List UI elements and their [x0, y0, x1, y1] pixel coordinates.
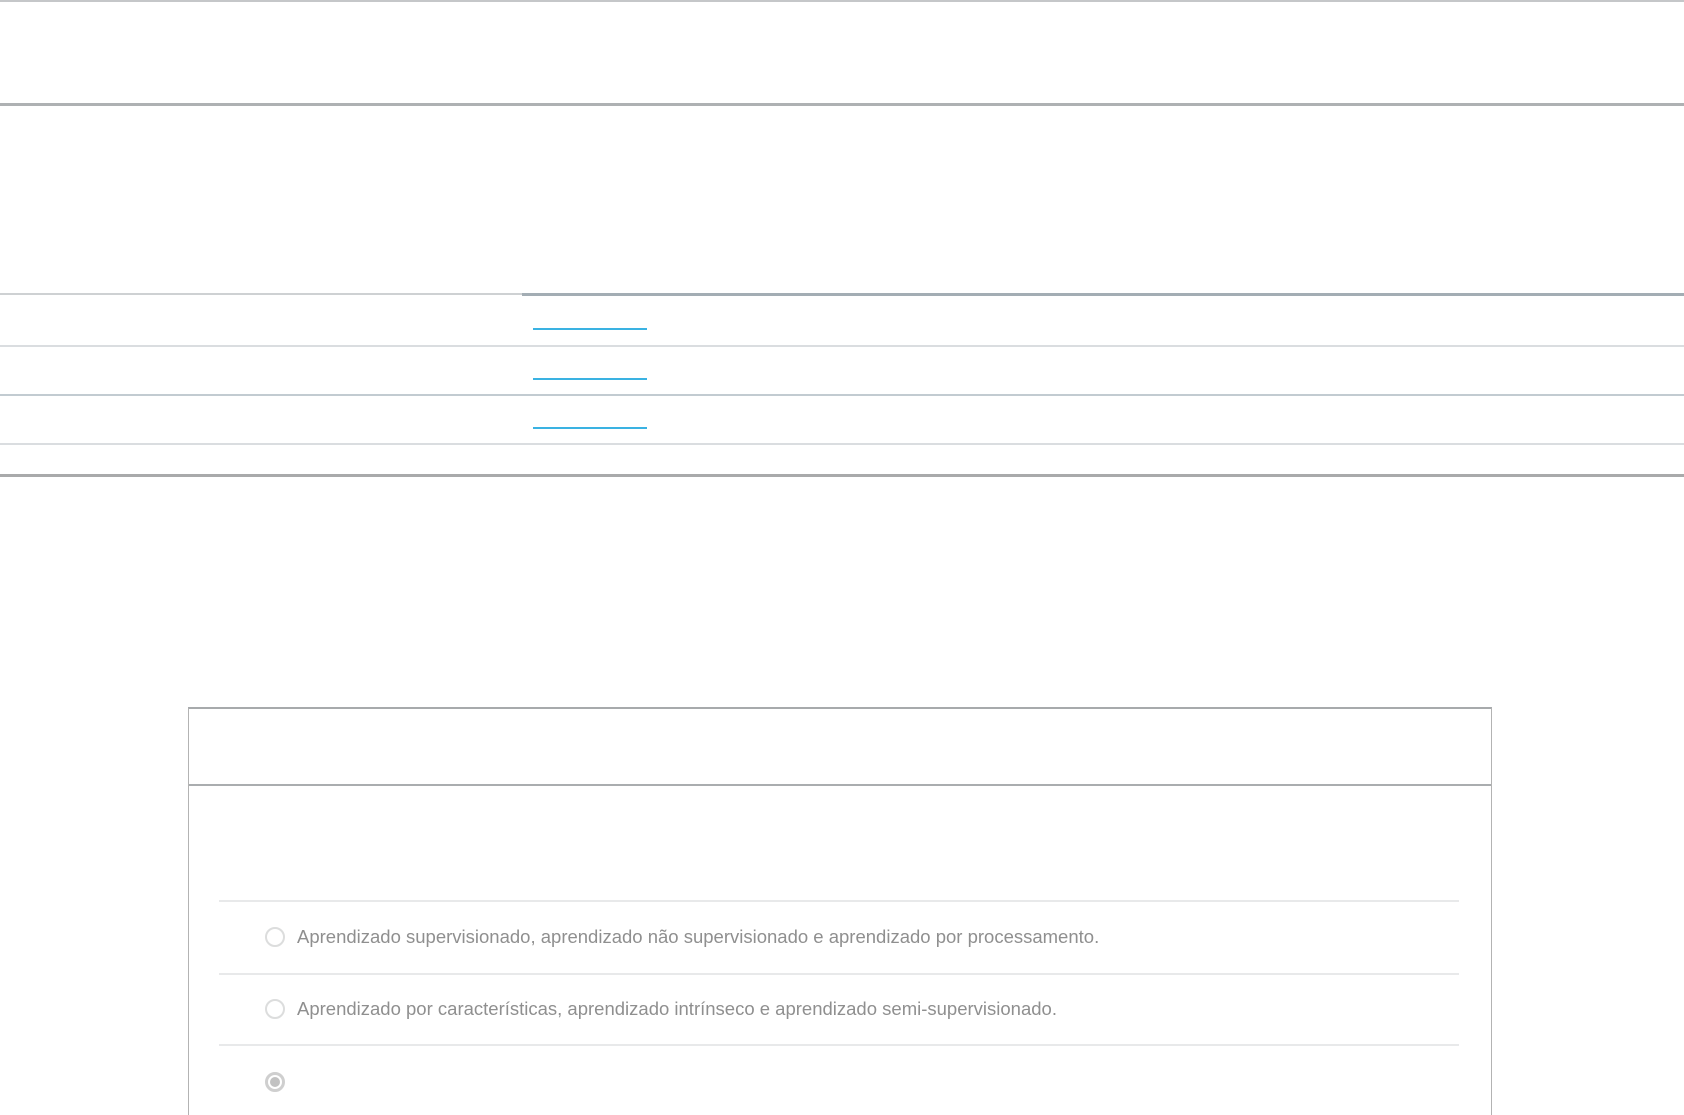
table-row-link[interactable]: [533, 378, 647, 381]
answer-option[interactable]: [219, 975, 1459, 1045]
table-row-divider: [0, 443, 1684, 445]
table-row-link[interactable]: [533, 427, 647, 429]
table-header-border-left: [0, 293, 522, 295]
table-row-link[interactable]: [533, 328, 647, 330]
radio-button[interactable]: [265, 927, 285, 947]
question-card: [188, 707, 1492, 1115]
table-bottom-border: [0, 474, 1684, 477]
question-card-header-divider: [189, 784, 1491, 786]
answer-option[interactable]: [219, 902, 1459, 974]
answer-option-label: Aprendizado por características, aprendizado intrínseco e aprendizado semi-supervisionado.: [297, 998, 1057, 1020]
results-table: [0, 293, 1684, 478]
table-row-divider: [0, 345, 1684, 347]
top-border-line: [0, 0, 1684, 2]
table-row-divider: [0, 394, 1684, 397]
answer-option[interactable]: [219, 1046, 1459, 1115]
header-divider-line: [0, 103, 1684, 106]
radio-button[interactable]: [265, 1072, 285, 1092]
radio-dot: [270, 1077, 280, 1087]
answer-option-label: Aprendizado supervisionado, aprendizado não supervisionado e aprendizado por processamento.: [297, 926, 1100, 948]
question-card-header: [189, 709, 1491, 784]
table-header-border-right: [522, 293, 1684, 296]
radio-button[interactable]: [265, 999, 285, 1019]
